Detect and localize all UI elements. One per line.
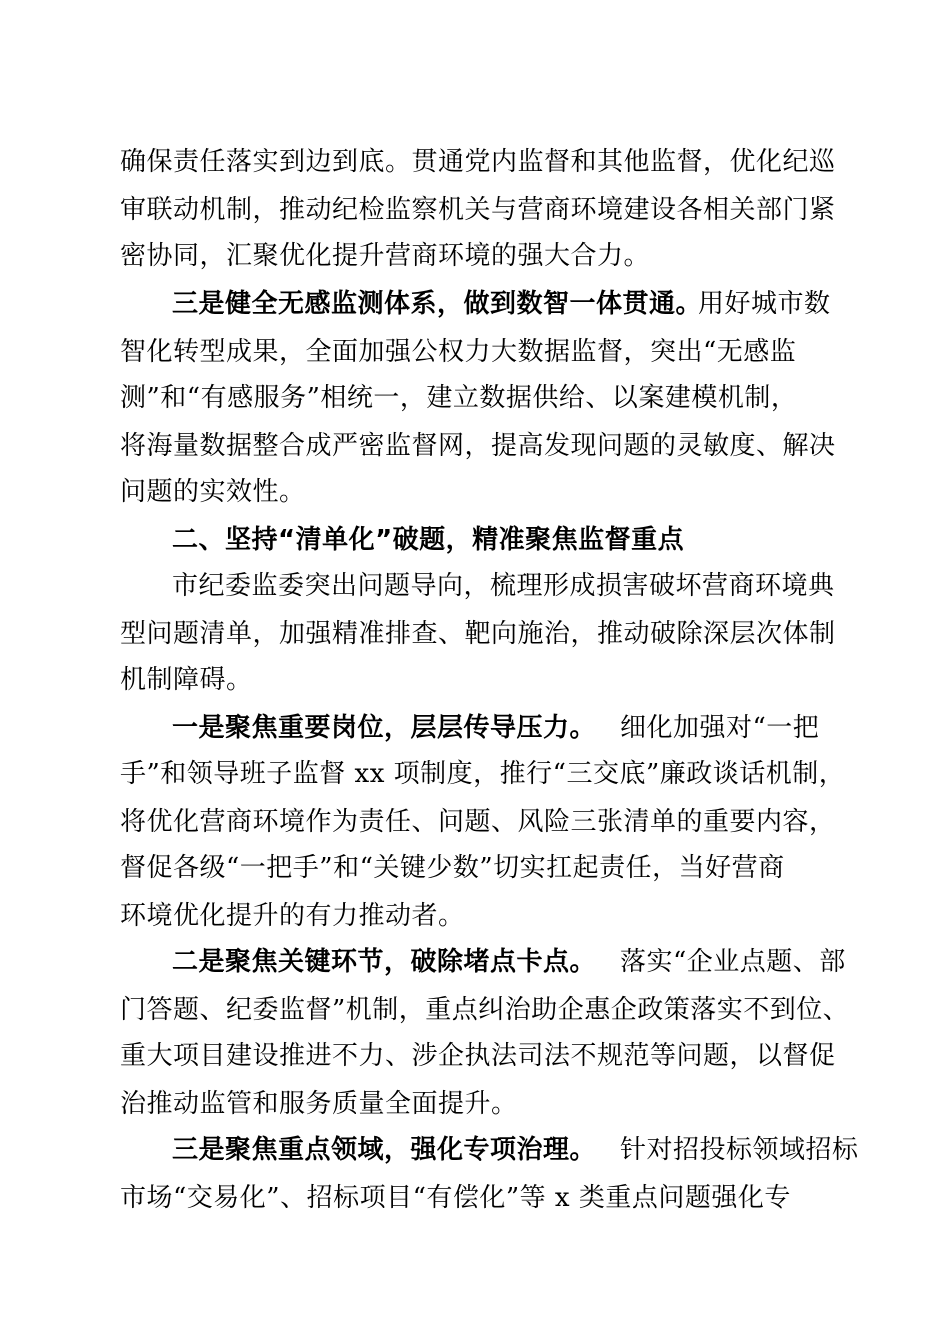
paragraph-5-line-4: 治推动监管和服务质量全面提升。 [120, 1089, 518, 1119]
paragraph-1-line-3: 密协同，汇聚优化提升营商环境的强大合力。 [120, 241, 651, 271]
paragraph-1-line-1: 确保责任落实到边到底。贯通党内监督和其他监督，优化纪巡 [120, 147, 836, 177]
paragraph-3-line-3: 机制障碍。 [120, 665, 253, 695]
paragraph-2-line-4: 将海量数据整合成严密监督网，提高发现问题的灵敏度、解决 [120, 431, 836, 461]
paragraph-4-line-2: 手”和领导班子监督 xx 项制度，推行“三交底”廉政谈话机制， [120, 759, 846, 789]
paragraph-6-line-2: 市场“交易化”、招标项目“有偿化”等 x 类重点问题强化专 [120, 1183, 791, 1213]
paragraph-6-lead: 三是聚焦重点领域，强化专项治理。 [172, 1135, 597, 1165]
paragraph-2-line-3: 测”和“有感服务”相统一，建立数据供给、以案建模机制， [120, 383, 798, 413]
paragraph-4-line-3: 将优化营商环境作为责任、问题、风险三张清单的重要内容， [120, 807, 836, 837]
paragraph-4-line-4: 督促各级“一把手”和“关键少数”切实扛起责任，当好营商 [120, 853, 785, 883]
section-heading: 二、坚持“清单化”破题，精准聚焦监督重点 [172, 525, 685, 555]
paragraph-4-line-5: 环境优化提升的有力推动者。 [120, 901, 465, 931]
paragraph-5-line-2: 门答题、纪委监督”机制，重点纠治助企惠企政策落实不到位、 [120, 995, 850, 1025]
paragraph-6-line-1: 针对招投标领域招标 [620, 1135, 859, 1165]
paragraph-1-line-2: 审联动机制，推动纪检监察机关与营商环境建设各相关部门紧 [120, 195, 836, 225]
paragraph-4-lead: 一是聚焦重要岗位，层层传导压力。 [172, 713, 597, 743]
paragraph-4-line-1: 细化加强对“一把 [620, 713, 820, 743]
paragraph-5-lead: 二是聚焦关键环节，破除堵点卡点。 [172, 947, 597, 977]
paragraph-2-line-5: 问题的实效性。 [120, 477, 306, 507]
paragraph-5-line-1: 落实“企业点题、部 [620, 947, 846, 977]
paragraph-3-line-2: 型问题清单，加强精准排查、靶向施治，推动破除深层次体制 [120, 619, 836, 649]
paragraph-2-lead: 三是健全无感监测体系，做到数智一体贯通。 [172, 289, 703, 319]
paragraph-5-line-3: 重大项目建设推进不力、涉企执法司法不规范等问题，以督促 [120, 1041, 836, 1071]
paragraph-2-line-1: 用好城市数 [698, 289, 831, 319]
paragraph-2-line-2: 智化转型成果，全面加强公权力大数据监督，突出“无感监 [120, 337, 797, 367]
paragraph-3-line-1: 市纪委监委突出问题导向，梳理形成损害破坏营商环境典 [172, 571, 835, 601]
